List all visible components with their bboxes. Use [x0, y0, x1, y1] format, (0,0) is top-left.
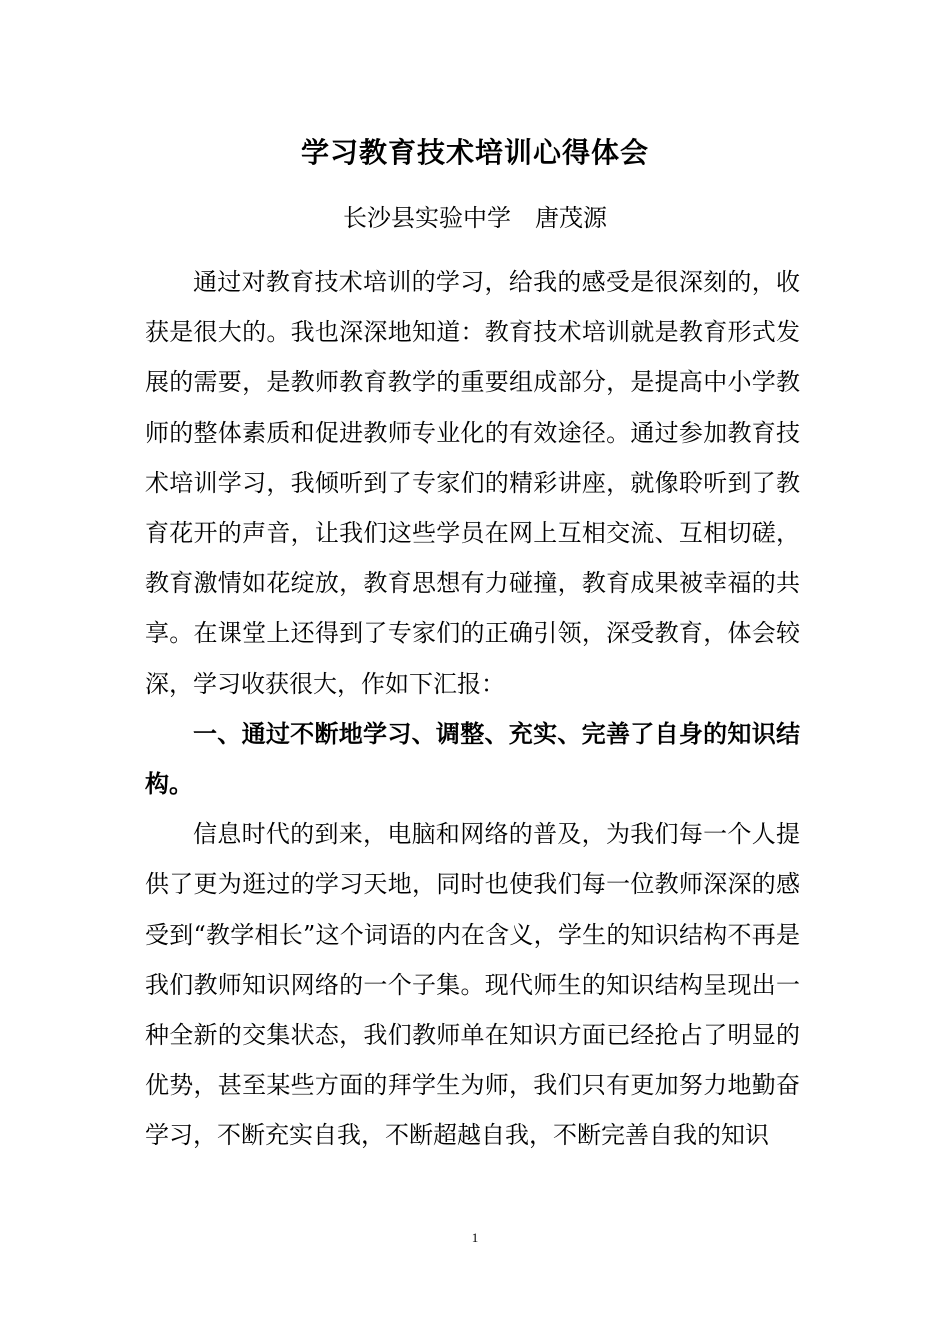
section-heading: 一、通过不断地学习、调整、充实、完善了自身的知识结构。 — [145, 718, 800, 799]
section-paragraph: 信息时代的到来，电脑和网络的普及，为我们每一个人提供了更为逛过的学习天地，同时也使我们每一位教师深深的感受到“教学相长”这个词语的内在含义，学生的知识结构不再是我们教师知识网络的一个子集。现代师生的知识结构呈现出一种全新的交集状态，我们教师单在知识方面已经抢占了明显的优势，甚至某些方面的拜学生为师，我们只有更加努力地勤奋学习，不断充实自我，不断超越自我，不断完善自我的知识 — [145, 820, 800, 1150]
document-title: 学习教育技术培训心得体会 — [300, 136, 649, 169]
document-body — [145, 257, 800, 1161]
page-number: 1 — [471, 1230, 479, 1245]
author-byline: 长沙县实验中学 唐茂源 — [343, 204, 607, 232]
intro-paragraph: 通过对教育技术培训的学习，给我的感受是很深刻的，收获是很大的。我也深深地知道：教育技术培训就是教育形式发展的需要，是教师教育教学的重要组成部分，是提高中小学教师的整体素质和促进教师专业化的有效途径。通过参加教育技术培训学习，我倾听到了专家们的精彩讲座，就像聆听到了教育花开的声音，让我们这些学员在网上互相交流、互相切磋，教育激情如花绽放，教育思想有力碰撞，教育成果被幸福的共享。在课堂上还得到了专家们的正确引领，深受教育，体会较深，学习收获很大，作如下汇报： — [145, 268, 800, 698]
